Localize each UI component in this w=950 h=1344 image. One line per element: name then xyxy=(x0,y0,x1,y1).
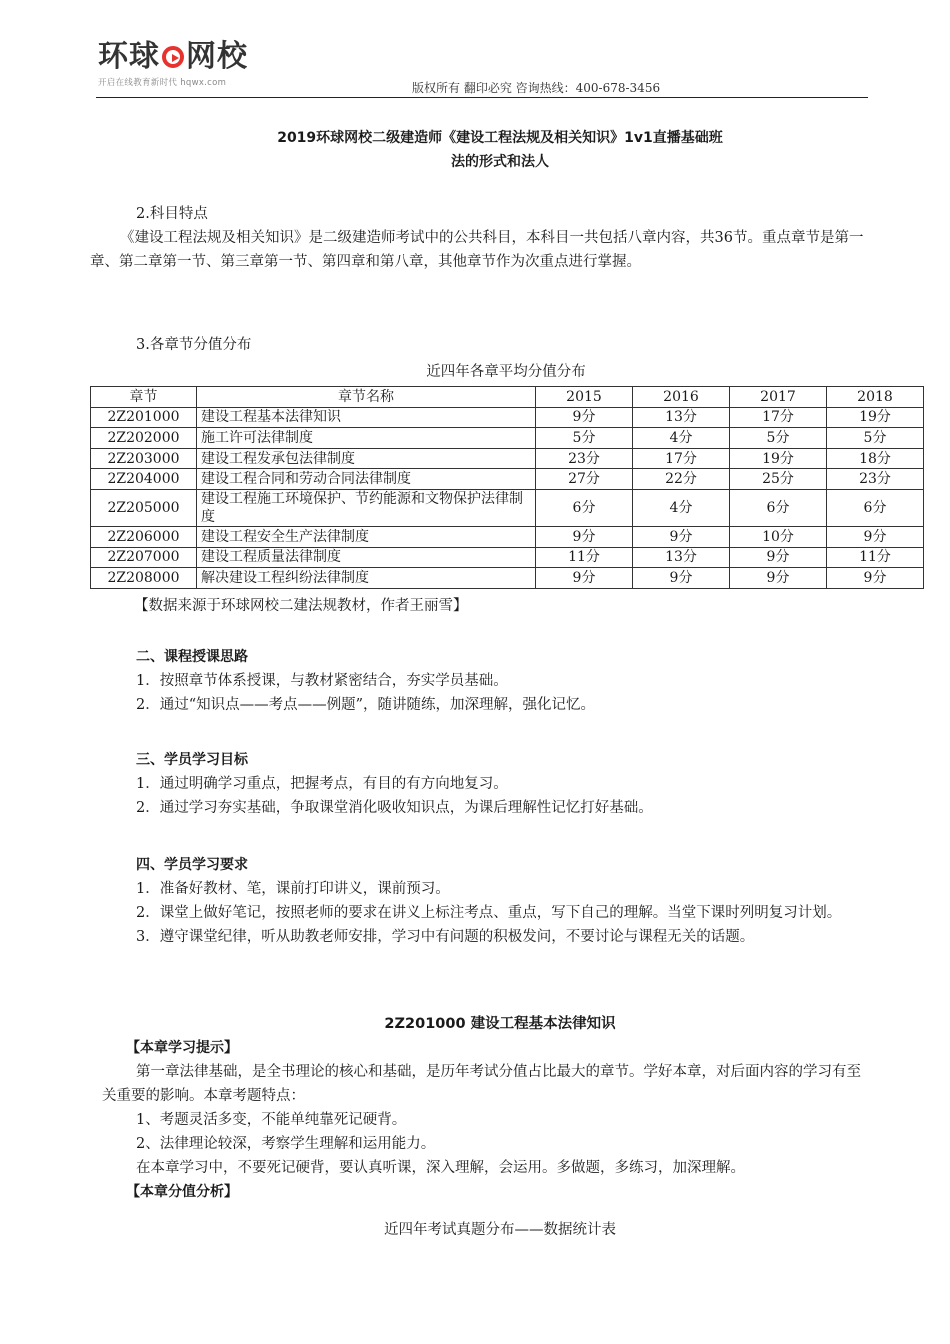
section-heading: 四、学员学习要求 xyxy=(136,857,248,873)
score-2017: 17分 xyxy=(730,407,827,428)
advice: 在本章学习中，不要死记硬背，要认真听课，深入理解，会运用。多做题，多练习，加深理解。 xyxy=(136,1160,745,1176)
column-header: 章节 xyxy=(91,387,197,408)
score-2017: 9分 xyxy=(730,547,827,568)
header-info: 版权所有 翻印必究 咨询热线：400-678-3456 xyxy=(412,81,661,95)
score-2017: 10分 xyxy=(730,526,827,547)
table-row xyxy=(91,448,924,469)
score-2018: 23分 xyxy=(827,469,924,490)
logo-text-a: 环球 xyxy=(98,39,160,74)
score-2016: 4分 xyxy=(633,489,730,526)
source-note: 【数据来源于环球网校二建法规教材，作者王丽雪】 xyxy=(134,598,468,614)
list-item: 1．按照章节体系授课，与教材紧密结合，夯实学员基础。 xyxy=(136,673,508,689)
analysis-heading: 【本章分值分析】 xyxy=(126,1184,238,1200)
tips-body: 第一章法律基础，是全书理论的核心和基础，是历年考试分值占比最大的章节。学好本章，对后面内容的学习有至关重要的影响。本章考题特点： xyxy=(102,1064,861,1104)
section-learning-goals xyxy=(112,748,872,820)
score-2018: 9分 xyxy=(827,568,924,589)
chapter-code: 2Z206000 xyxy=(91,526,197,547)
chapter-code: 2Z208000 xyxy=(91,568,197,589)
list-item: 3．遵守课堂纪律，听从助教老师安排，学习中有问题的积极发问，不要讨论与课程无关的话题。 xyxy=(136,929,755,945)
column-header: 2016 xyxy=(633,387,730,408)
score-2018: 6分 xyxy=(827,489,924,526)
table-row xyxy=(91,489,924,526)
chapter-name: 建设工程安全生产法律制度 xyxy=(197,526,536,547)
hqwx-logo xyxy=(98,40,268,96)
chapter-name: 建设工程发承包法律制度 xyxy=(197,448,536,469)
chapter-code: 2Z201000 xyxy=(91,407,197,428)
header-divider xyxy=(96,97,868,98)
score-2018: 18分 xyxy=(827,448,924,469)
score-2016: 13分 xyxy=(633,547,730,568)
section-heading: 二、课程授课思路 xyxy=(136,649,248,665)
score-2015: 9分 xyxy=(536,568,633,589)
chapter-code: 2Z203000 xyxy=(91,448,197,469)
section-body: 《建设工程法规及相关知识》是二级建造师考试中的公共科目，本科目一共包括八章内容，共36节。重点章节是第一章、第二章第一节、第三章第一节、第四章和第八章，其他章节作为次重点进行掌握。 xyxy=(90,230,864,270)
logo-tagline: 开启在线教育新时代 hqwx.com xyxy=(98,78,227,88)
document-title xyxy=(96,126,904,174)
section-heading: 三、学员学习目标 xyxy=(136,752,248,768)
list-item: 1、考题灵活多变，不能单纯靠死记硬背。 xyxy=(136,1112,407,1128)
score-2015: 9分 xyxy=(536,526,633,547)
score-2015: 5分 xyxy=(536,428,633,449)
chapter-name: 建设工程合同和劳动合同法律制度 xyxy=(197,469,536,490)
chapter-code: 2Z207000 xyxy=(91,547,197,568)
chapter-code: 2Z204000 xyxy=(91,469,197,490)
section-score-heading-wrap xyxy=(112,333,872,357)
column-header: 章节名称 xyxy=(197,387,536,408)
score-2015: 11分 xyxy=(536,547,633,568)
chapter-intro xyxy=(102,1036,870,1204)
table-row xyxy=(91,407,924,428)
list-item: 2．通过学习夯实基础，争取课堂消化吸收知识点，为课后理解性记忆打好基础。 xyxy=(136,800,653,816)
chapter-name: 建设工程施工环境保护、节约能源和文物保护法律制度 xyxy=(197,489,536,526)
score-2015: 9分 xyxy=(536,407,633,428)
score-2017: 6分 xyxy=(730,489,827,526)
chapter-title: 2Z201000 建设工程基本法律知识 xyxy=(384,1016,616,1032)
chapter-code: 2Z205000 xyxy=(91,489,197,526)
table-row xyxy=(91,547,924,568)
tips-heading: 【本章学习提示】 xyxy=(126,1040,238,1056)
play-ring-icon xyxy=(162,46,184,68)
score-2018: 19分 xyxy=(827,407,924,428)
logo-text-b: 网校 xyxy=(186,39,248,74)
score-2016: 22分 xyxy=(633,469,730,490)
score-2016: 13分 xyxy=(633,407,730,428)
table-row xyxy=(91,428,924,449)
list-item: 1．准备好教材、笔，课前打印讲义，课前预习。 xyxy=(136,881,450,897)
chapter-name: 建设工程基本法律知识 xyxy=(197,407,536,428)
score-2016: 9分 xyxy=(633,526,730,547)
score-2016: 17分 xyxy=(633,448,730,469)
section-subject-features xyxy=(90,202,872,274)
score-2016: 4分 xyxy=(633,428,730,449)
score-2017: 25分 xyxy=(730,469,827,490)
score-distribution-table xyxy=(90,386,924,589)
list-item: 2、法律理论较深，考察学生理解和运用能力。 xyxy=(136,1136,436,1152)
column-header: 2018 xyxy=(827,387,924,408)
score-2018: 5分 xyxy=(827,428,924,449)
section-learning-requirements xyxy=(102,853,870,949)
table-caption: 近四年各章平均分值分布 xyxy=(426,364,586,380)
score-2015: 6分 xyxy=(536,489,633,526)
score-2015: 23分 xyxy=(536,448,633,469)
table-header-row xyxy=(91,387,924,408)
score-2017: 9分 xyxy=(730,568,827,589)
list-item: 2．通过“知识点——考点——例题”，随讲随练，加深理解，强化记忆。 xyxy=(136,697,596,713)
score-2018: 9分 xyxy=(827,526,924,547)
chapter-name: 建设工程质量法律制度 xyxy=(197,547,536,568)
title-line-1: 2019环球网校二级建造师《建设工程法规及相关知识》1v1直播基础班 xyxy=(277,130,723,146)
list-item: 2．课堂上做好笔记，按照老师的要求在讲义上标注考点、重点，写下自己的理解。当堂下课时列明复习计划。 xyxy=(136,905,842,921)
score-2017: 19分 xyxy=(730,448,827,469)
section-heading: 2.科目特点 xyxy=(136,206,208,222)
section-course-approach xyxy=(112,645,872,717)
column-header: 2017 xyxy=(730,387,827,408)
list-item: 1．通过明确学习重点，把握考点，有目的有方向地复习。 xyxy=(136,776,508,792)
analysis-caption: 近四年考试真题分布——数据统计表 xyxy=(384,1222,616,1238)
score-2016: 9分 xyxy=(633,568,730,589)
table-row xyxy=(91,469,924,490)
chapter-name: 解决建设工程纠纷法律制度 xyxy=(197,568,536,589)
chapter-name: 施工许可法律制度 xyxy=(197,428,536,449)
table-row xyxy=(91,568,924,589)
score-2017: 5分 xyxy=(730,428,827,449)
chapter-code: 2Z202000 xyxy=(91,428,197,449)
score-2015: 27分 xyxy=(536,469,633,490)
title-line-2: 法的形式和法人 xyxy=(451,154,549,170)
section-heading: 3.各章节分值分布 xyxy=(136,337,252,353)
table-row xyxy=(91,526,924,547)
column-header: 2015 xyxy=(536,387,633,408)
score-2018: 11分 xyxy=(827,547,924,568)
